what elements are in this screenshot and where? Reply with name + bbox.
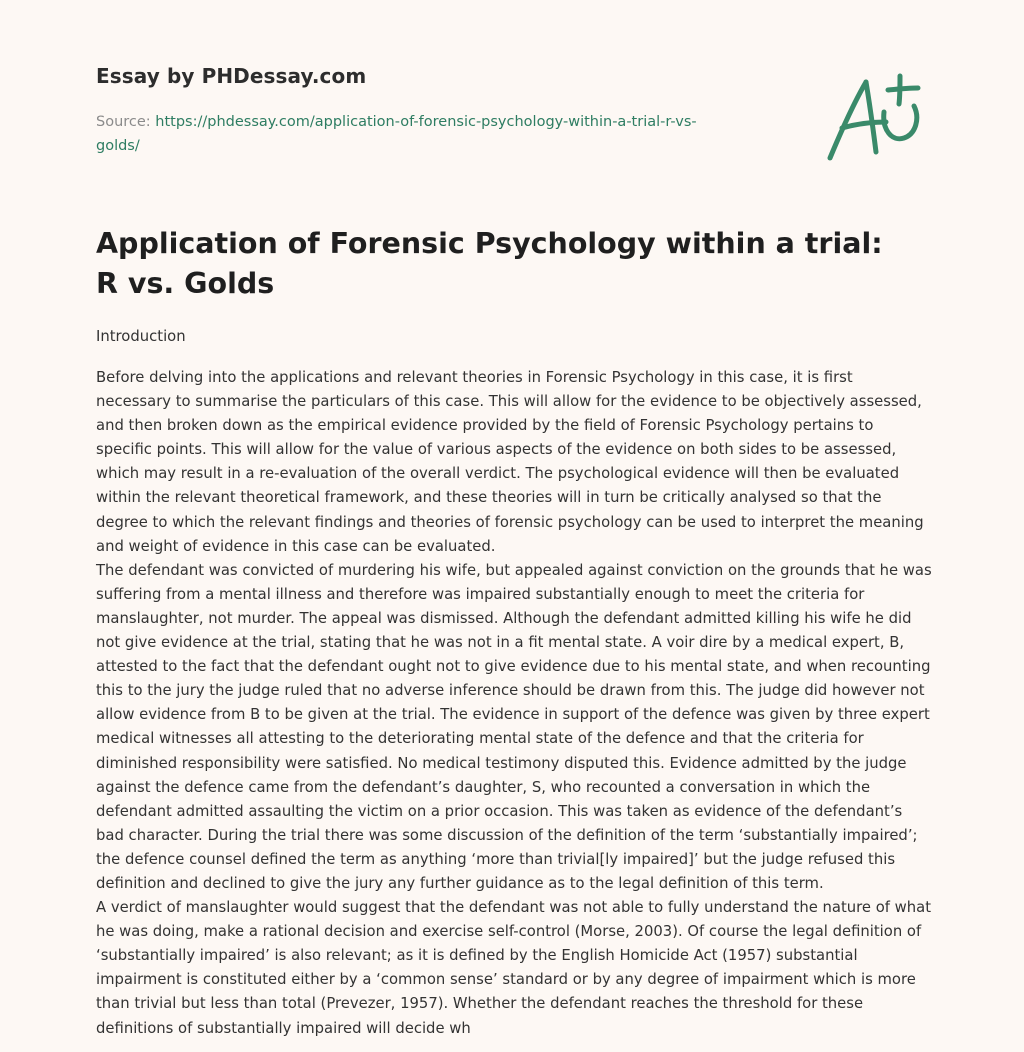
essay-body <box>96 366 932 1041</box>
paragraph-3: A verdict of manslaughter would suggest that the defendant was not able to fully understand the nature of what he was doing, make a rational decision and exercise self-control (Morse, 2003). Of course the legal definition of ‘substantially impaired’ is also relevant; as it is defined by the English Homicide Act (1957) substantial impairment is constituted either by a ‘common sense’ standard or by any degree of impairment which is more than trivial but less than total (Prevezer, 1957). Whether the defendant reaches the threshold for these definitions of substantially impaired will decide wh <box>96 899 932 1037</box>
source-link[interactable]: https://phdessay.com/application-of-forensic-psychology-within-a-trial-r-vs-golds/ <box>96 114 697 154</box>
section-heading: Introduction <box>96 328 186 345</box>
source-line <box>96 110 716 158</box>
a-plus-grade-icon <box>826 72 926 164</box>
paragraph-2: The defendant was convicted of murdering his wife, but appealed against conviction on the grounds that he was suffering from a mental illness and therefore was impaired substantially enough to meet the criteria for manslaughter, not murder. The appeal was dismissed. Although the defendant admitted killing his wife he did not give evidence at the trial, stating that he was not in a fit mental state. A voir dire by a medical expert, B, attested to the fact that the defendant ought not to give evidence due to his mental state, and when recounting this to the jury the judge ruled that no adverse inference should be drawn from this. The judge did however not allow evidence from B to be given at the trial. The evidence in support of the defence was given by three expert medical witnesses all attesting to the deteriorating mental state of the defence and that the criteria for diminished responsibility were satisfied. No medical testimony disputed this. Evidence admitted by the judge against the defence came from the defendant’s daughter, S, who recounted a conversation in which the defendant admitted assaulting the victim on a prior occasion. This was taken as evidence of the defendant’s bad character. During the trial there was some discussion of the definition of the term ‘substantially impaired’; the defence counsel defined the term as anything ‘more than trivial[ly impaired]’ but the judge refused this definition and declined to give the jury any further guidance as to the legal definition of this term. <box>96 561 932 892</box>
source-label: Source: <box>96 114 156 130</box>
page-title: Application of Forensic Psychology within a trial: R vs. Golds <box>96 227 883 300</box>
paragraph-1: Before delving into the applications and relevant theories in Forensic Psychology in this case, it is first necessary to summarise the particulars of this case. This will allow for the evidence to be objectively assessed, and then broken down as the empirical evidence provided by the field of Forensic Psychology pertains to specific points. This will allow for the value of various aspects of the evidence on both sides to be assessed, which may result in a re-evaluation of the overall verdict. The psychological evidence will then be evaluated within the relevant theoretical framework, and these theories will in turn be critically analysed so that the degree to which the relevant findings and theories of forensic psychology can be used to interpret the meaning and weight of evidence in this case can be evaluated. <box>96 369 924 555</box>
site-brand: Essay by PHDessay.com <box>96 64 367 88</box>
